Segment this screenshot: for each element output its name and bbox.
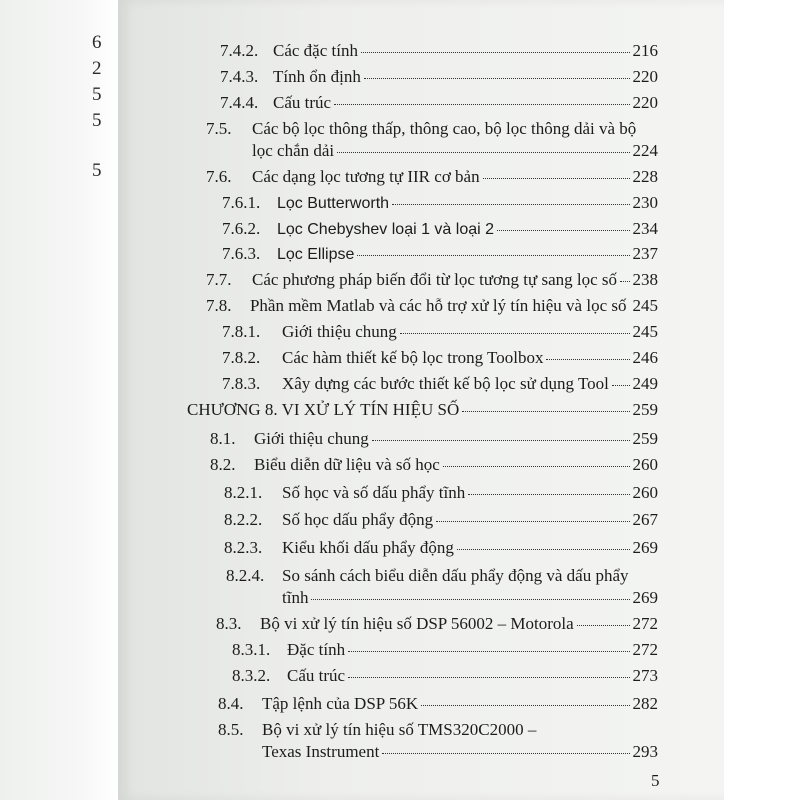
entry-title: Cấu trúc	[273, 93, 332, 112]
entry-page: 260	[632, 483, 658, 502]
dot-leader	[457, 549, 630, 550]
toc-entry[interactable]	[216, 614, 658, 636]
entry-page: 269	[632, 588, 658, 607]
entry-title: Giới thiệu chung	[282, 322, 397, 341]
entry-title: Tập lệnh của DSP 56K	[262, 694, 419, 713]
toc-entry[interactable]	[222, 244, 658, 266]
entry-number: 7.6.1.	[222, 193, 261, 212]
entry-page: 230	[632, 193, 658, 212]
toc-entry[interactable]	[206, 270, 658, 292]
dot-leader	[577, 625, 630, 626]
dot-leader	[462, 411, 629, 412]
entry-number: 8.3.	[216, 614, 242, 633]
entry-page: 272	[632, 640, 658, 659]
entry-number: 7.8.1.	[222, 322, 261, 341]
entry-title: Các phương pháp biến đổi từ lọc tương tự sang lọc số	[252, 270, 618, 289]
entry-title: So sánh cách biểu diễn dấu phẩy động và dấu phẩy	[282, 566, 629, 585]
dot-leader	[400, 333, 630, 334]
adjacent-page-edge	[0, 0, 118, 800]
entry-number: 8.5.	[218, 720, 244, 739]
dot-leader	[364, 78, 630, 79]
toc-chapter-entry[interactable]	[187, 400, 658, 422]
entry-page: 259	[632, 429, 658, 448]
entry-title: Các bộ lọc thông thấp, thông cao, bộ lọc thông dải và bộ	[252, 119, 637, 138]
entry-number: 7.4.2.	[220, 41, 259, 60]
entry-title: Kiểu khối dấu phẩy động	[282, 538, 454, 557]
entry-page: 228	[632, 167, 658, 186]
entry-number: 8.2.	[210, 455, 236, 474]
dot-leader	[348, 651, 629, 652]
entry-title: Đặc tính	[287, 640, 346, 659]
entry-page: 220	[632, 67, 658, 86]
toc-entry[interactable]	[224, 538, 658, 560]
toc-entry[interactable]	[252, 141, 658, 163]
entry-title: Lọc Butterworth	[277, 195, 390, 212]
dot-leader	[483, 178, 630, 179]
entry-number: 7.6.3.	[222, 244, 261, 263]
dot-leader	[421, 705, 629, 706]
entry-title: Xây dựng các bước thiết kế bộ lọc sử dụng Tool	[282, 374, 609, 393]
toc-entry[interactable]	[220, 67, 658, 89]
toc-entry[interactable]	[282, 588, 658, 610]
entry-number: 7.4.3.	[220, 67, 259, 86]
toc-entry[interactable]	[206, 167, 658, 189]
toc-entry[interactable]	[222, 322, 658, 344]
entry-title: Bộ vi xử lý tín hiệu số DSP 56002 – Motorola	[260, 614, 574, 633]
background	[724, 0, 800, 800]
dot-leader	[468, 494, 629, 495]
entry-number: 8.4.	[218, 694, 244, 713]
entry-page: 273	[632, 666, 658, 685]
entry-title: Lọc Chebyshev loại 1 và loại 2	[277, 221, 495, 238]
dot-leader	[612, 385, 630, 386]
entry-page: 245	[632, 322, 658, 341]
entry-number: 7.8.	[206, 296, 232, 315]
dot-leader	[620, 281, 629, 282]
entry-page: 224	[632, 141, 658, 160]
entry-page: 237	[632, 244, 658, 263]
entry-number: 8.2.3.	[224, 538, 263, 557]
dot-leader	[546, 359, 629, 360]
margin-char: 5	[92, 84, 102, 105]
entry-title: Cấu trúc	[287, 666, 346, 685]
entry-page: 272	[632, 614, 658, 633]
dot-leader	[311, 599, 629, 600]
dot-leader	[357, 255, 629, 256]
dot-leader	[497, 230, 629, 231]
chapter-title: CHƯƠNG 8. VI XỬ LÝ TÍN HIỆU SỐ	[187, 400, 460, 419]
entry-number: 7.7.	[206, 270, 232, 289]
toc-entry[interactable]	[222, 219, 658, 241]
entry-page: 269	[632, 538, 658, 557]
entry-page: 216	[632, 41, 658, 60]
entry-title: Các đặc tính	[273, 41, 358, 60]
entry-page: 293	[632, 742, 658, 761]
entry-title: Phần mềm Matlab và các hỗ trợ xử lý tín hiệu và lọc số	[249, 296, 627, 315]
entry-title: Lọc Ellipse	[277, 246, 355, 263]
margin-char: 5	[92, 160, 102, 181]
entry-title: Các hàm thiết kế bộ lọc trong Toolbox	[282, 348, 544, 367]
entry-title: Các dạng lọc tương tự IIR cơ bản	[252, 167, 480, 186]
dot-leader	[392, 204, 629, 205]
toc-entry[interactable]	[210, 429, 658, 451]
toc-entry[interactable]	[206, 296, 658, 318]
entry-title-continuation: Texas Instrument	[262, 742, 380, 761]
entry-page: 246	[632, 348, 658, 367]
entry-title: Số học và số dấu phẩy tĩnh	[282, 483, 466, 502]
dot-leader	[361, 52, 630, 53]
entry-page: 220	[632, 93, 658, 112]
entry-page: 234	[632, 219, 658, 238]
entry-title: Giới thiệu chung	[254, 429, 369, 448]
toc-entry[interactable]	[220, 93, 658, 115]
toc-entry[interactable]	[224, 510, 658, 532]
entry-number: 8.3.2.	[232, 666, 271, 685]
toc-entry[interactable]	[232, 666, 658, 688]
entry-page: 259	[632, 400, 658, 419]
dot-leader	[334, 104, 629, 105]
toc-entry[interactable]	[222, 374, 658, 396]
margin-char: 2	[92, 58, 102, 79]
entry-page: 249	[632, 374, 658, 393]
margin-char: 5	[92, 110, 102, 131]
entry-number: 8.3.1.	[232, 640, 271, 659]
page-number: 5	[651, 771, 660, 790]
toc-entry[interactable]	[220, 41, 658, 63]
toc-entry-first-line[interactable]	[218, 720, 536, 740]
entry-page: 238	[632, 270, 658, 289]
dot-leader	[348, 677, 629, 678]
dot-leader	[382, 753, 629, 754]
dot-leader	[372, 440, 630, 441]
entry-title: Biểu diễn dữ liệu và số học	[254, 455, 440, 474]
toc-entry[interactable]	[262, 742, 658, 764]
entry-number: 8.2.1.	[224, 483, 263, 502]
entry-number: 8.2.4.	[226, 566, 265, 585]
entry-page: 282	[632, 694, 658, 713]
entry-title: Tính ổn định	[273, 67, 361, 86]
toc-entry[interactable]	[222, 348, 658, 370]
entry-number: 8.2.2.	[224, 510, 263, 529]
toc-entry[interactable]	[218, 694, 658, 716]
margin-char: 6	[92, 32, 102, 53]
entry-number: 7.8.2.	[222, 348, 261, 367]
toc-entry-first-line[interactable]	[226, 566, 629, 586]
entry-number: 7.6.2.	[222, 219, 261, 238]
entry-title: Bộ vi xử lý tín hiệu số TMS320C2000 –	[262, 720, 537, 739]
toc-entry[interactable]	[210, 455, 658, 477]
entry-page: 245	[632, 296, 658, 315]
entry-title: Số học dấu phẩy động	[282, 510, 434, 529]
entry-number: 7.4.4.	[220, 93, 259, 112]
dot-leader	[337, 152, 629, 153]
toc-entry-first-line[interactable]	[206, 119, 636, 139]
entry-title-continuation: tĩnh	[282, 588, 309, 607]
entry-number: 8.1.	[210, 429, 236, 448]
toc-entry[interactable]	[224, 483, 658, 505]
entry-title-continuation: lọc chắn dải	[252, 141, 335, 160]
entry-page: 260	[632, 455, 658, 474]
toc-entry[interactable]	[232, 640, 658, 662]
entry-number: 7.8.3.	[222, 374, 261, 393]
dot-leader	[436, 521, 629, 522]
toc-entry[interactable]	[222, 193, 658, 215]
dot-leader	[443, 466, 630, 467]
entry-number: 7.5.	[206, 119, 232, 138]
entry-page: 267	[632, 510, 658, 529]
entry-number: 7.6.	[206, 167, 232, 186]
